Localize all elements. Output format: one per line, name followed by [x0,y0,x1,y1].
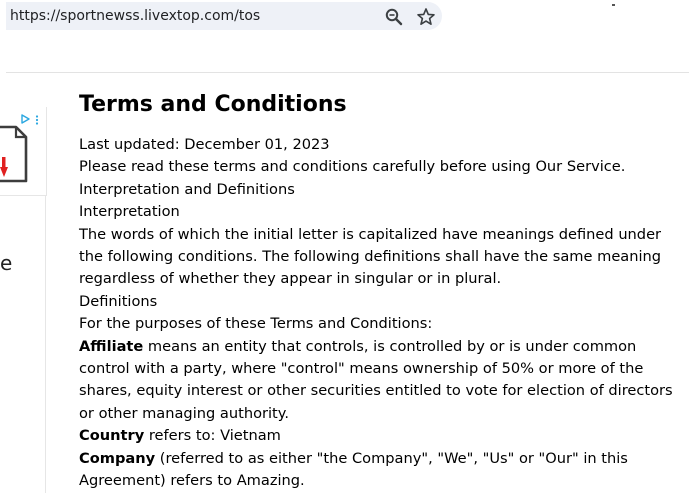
side-partial-letter: e [0,251,13,275]
zoom-icon[interactable] [384,7,404,27]
definition-item [79,448,679,493]
definition-text: means an entity that controls, is controlled by or is under common control with a party, where "control" means ownership of 50% or more of the shares, equity interest or other securities entitled to vote for election of directors or other managing authority. [79,337,673,422]
toolbar-mark [612,4,615,6]
definition-item [79,425,679,447]
ad-menu-kebab-icon[interactable] [35,110,39,120]
interpretation-text: The words of which the initial letter is capitalized have meanings defined under the following conditions. The following definitions shall have the same meaning regardless of whether they appear in singular or in plural. [79,225,662,288]
definition-term: Country [79,427,145,445]
definition-term: Company [79,449,156,467]
section-heading: Interpretation and Definitions [79,180,295,198]
definition-term: Affiliate [79,337,144,355]
terms-content [79,90,679,493]
page-title: Terms and Conditions [79,92,347,117]
address-bar[interactable] [6,2,442,30]
last-updated: Last updated: December 01, 2023 [79,136,330,153]
ad-choices-play-icon[interactable] [21,109,30,119]
intro-text: Please read these terms and conditions carefully before using Our Service. [79,158,626,176]
subheading-definitions: Definitions [79,292,158,310]
subheading-interpretation: Interpretation [79,203,180,221]
definitions-intro: For the purposes of these Terms and Conditions: [79,315,433,333]
url-text[interactable]: https://sportnewss.livextop.com/tos [10,8,261,24]
definition-item [79,336,679,426]
star-icon[interactable] [416,7,436,27]
definition-text: (referred to as either "the Company", "We", "Us" or "Our" in this Agreement) refers to Amazing. [79,449,628,490]
side-ad[interactable] [0,107,47,196]
terms-body [79,134,679,493]
browser-toolbar [0,0,689,72]
toolbar-divider [6,72,689,73]
definition-text: refers to: Vietnam [144,427,281,445]
side-rail [45,195,46,493]
document-icon [0,123,30,185]
